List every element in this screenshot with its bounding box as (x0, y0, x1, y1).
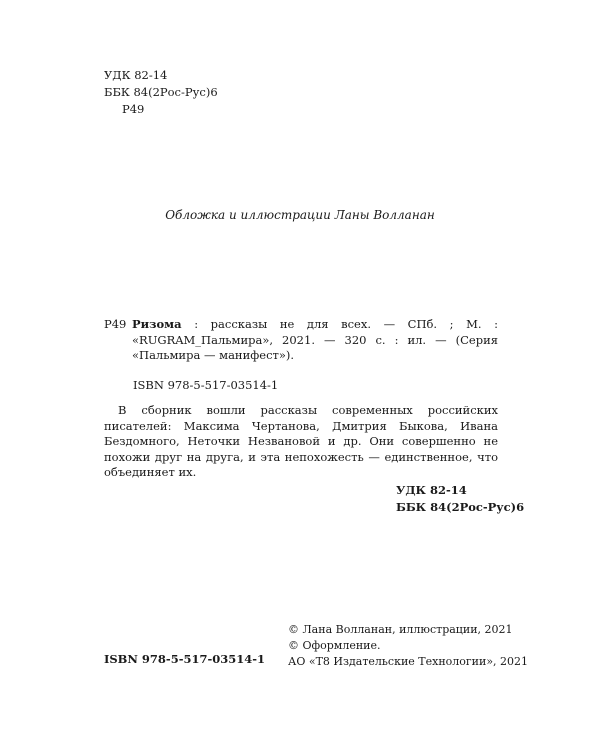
isbn-inline: ISBN 978-5-517-03514-1 (133, 378, 279, 392)
annotation: В сборник вошли рассказы современных российских писателей: Максима Чертанова, Дмитрия Быкова, Ивана Бездомного, Неточки Незвановой и др. Они совершенно не похожи друг на друга, и эта непохожесть — единственное, что объединяет их. (104, 403, 498, 479)
entry-body (132, 317, 498, 364)
entry-description: : рассказы не для всех. — СПб. ; М. : «RUGRAM_Пальмира», 2021. — 320 с. : ил. — (Серия «Пальмира — манифест»). (132, 317, 498, 362)
top-author-mark: Р49 (122, 102, 145, 116)
bottom-udk-code: УДК 82-14 (396, 483, 467, 497)
isbn-bottom: ISBN 978-5-517-03514-1 (104, 652, 266, 666)
copyright-line-publisher: АО «Т8 Издательские Технологии», 2021 (288, 655, 529, 668)
top-classification-codes (104, 68, 218, 117)
bottom-bbk-code: ББК 84(2Рос-Рус)6 (396, 500, 525, 514)
copyright-block (288, 622, 528, 670)
top-bbk-code: ББК 84(2Рос-Рус)6 (104, 85, 218, 99)
bottom-classification-codes (396, 483, 524, 517)
entry-title: Ризома (132, 317, 182, 331)
copyright-line-illustrations: © Лана Волланан, иллюстрации, 2021 (288, 623, 513, 636)
entry-author-mark: Р49 (104, 317, 127, 331)
illustration-credits: Обложка и иллюстрации Ланы Волланан (165, 208, 435, 222)
top-udk-code: УДК 82-14 (104, 68, 168, 82)
copyright-line-design: © Оформление. (288, 639, 381, 652)
